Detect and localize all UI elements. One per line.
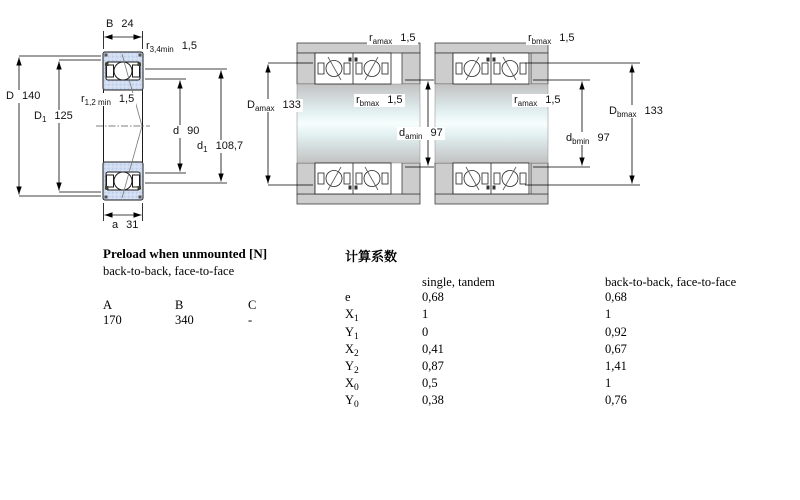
ball-top	[114, 62, 132, 80]
factor-value: 0,87	[422, 359, 444, 374]
factor-row-label: $X_0$	[345, 376, 359, 394]
factor-value: 0,76	[605, 393, 627, 408]
preload-subtitle: back-to-back, face-to-face	[103, 264, 235, 278]
face-to-face-arrangement	[435, 43, 548, 204]
factor-row-label: $Y_0$	[345, 393, 359, 411]
factor-row-label: $Y_1$	[345, 324, 359, 342]
factor-value: 0,5	[422, 376, 438, 391]
preload-table	[103, 246, 298, 328]
preload-value: 170	[103, 313, 122, 327]
factors-col2-header: back-to-back, face-to-face	[605, 275, 737, 289]
dim-label-a: a 31	[112, 219, 139, 231]
dim-label-Damax: $D_{amax}$ 133	[247, 99, 301, 113]
factor-value: 1,41	[605, 359, 627, 374]
factor-value: 0,92	[605, 324, 627, 339]
factor-value: 0,68	[422, 290, 444, 305]
factor-value: 0,68	[605, 290, 627, 305]
factor-row-label: $X_2$	[345, 341, 359, 359]
preload-col-header: B	[175, 298, 184, 312]
dim-label-d1: $d_1$ 108,7	[197, 140, 244, 154]
preload-col-header: A	[103, 298, 113, 312]
calculation-factors-table	[345, 246, 775, 411]
dim-label-ramax-mid: $r_{amax}$ 1,5	[514, 94, 561, 108]
factor-row-label: $X_1$	[345, 307, 359, 325]
dim-label-rbmax-mid: $r_{bmax}$ 1,5	[356, 94, 403, 108]
preload-value: -	[248, 313, 253, 327]
preload-grid	[103, 298, 298, 328]
dim-label-d: d 90	[173, 125, 200, 137]
factor-row-label: e	[345, 290, 351, 305]
factor-value: 0,38	[422, 393, 444, 408]
factor-value: 0,67	[605, 341, 627, 356]
dim-label-Dbmax: $D_{bmax}$ 133	[609, 105, 663, 119]
dim-label-rbmax-top: $r_{bmax}$ 1,5	[528, 32, 575, 46]
back-to-back-arrangement	[297, 43, 420, 204]
factor-value: 0	[422, 324, 429, 339]
dim-label-B: B 24	[106, 18, 134, 30]
factors-col1-header: single, tandem	[422, 275, 495, 289]
factors-grid	[345, 275, 775, 411]
ball-bottom	[114, 172, 132, 190]
preload-value: 340	[175, 313, 194, 327]
dim-label-r34: $r_{3,4min}$ 1,5	[146, 40, 197, 54]
dim-label-dbmin: $d_{bmin}$ 97	[566, 132, 610, 146]
factor-row-label: $Y_2$	[345, 359, 359, 377]
dim-label-r12: $r_{1,2 min}$ 1,5	[81, 93, 135, 107]
preload-col-header: C	[248, 298, 257, 312]
dim-label-ramax-top: $r_{amax}$ 1,5	[369, 32, 416, 46]
factor-value: 1	[422, 307, 429, 322]
factor-value: 1	[605, 376, 612, 391]
dim-label-D: D 140	[6, 90, 41, 102]
factors-title: 计算系数	[345, 249, 398, 264]
single-bearing-cross-section	[96, 52, 150, 200]
factor-value: 0,41	[422, 341, 444, 356]
factor-value: 1	[605, 307, 612, 322]
factors-corner-cell	[345, 275, 422, 290]
dim-label-D1: $D_1$ 125	[34, 110, 73, 124]
dim-label-damin: $d_{amin}$ 97	[399, 127, 443, 141]
preload-title: Preload when unmounted [N]	[103, 246, 268, 261]
